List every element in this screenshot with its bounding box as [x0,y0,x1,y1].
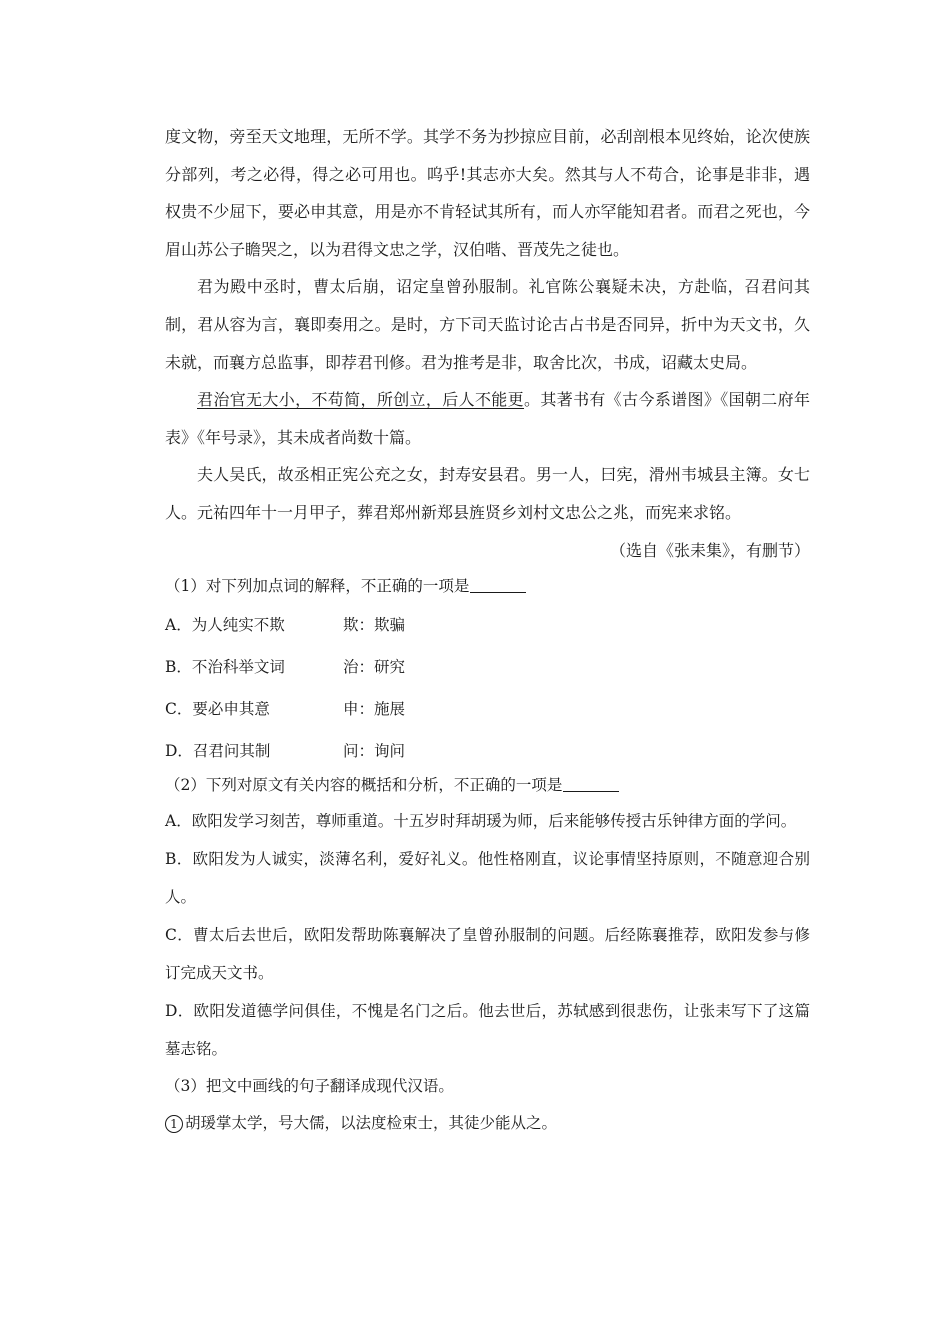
source-note: （选自《张耒集》，有删节） [609,540,810,560]
document-page [165,118,810,1133]
option-gloss: 治：研究 [343,658,406,677]
passage-paragraph-3 [165,381,810,456]
option-label: D．召君问其制 [165,742,271,761]
passage-paragraph-4: 夫人吴氏，故丞相正宪公充之女，封寿安县君。男一人，曰宪，滑州韦城县主簿。女七人。元祐四年十一月甲子，葬君郑州新郑县旌贤乡刘村文忠公之兆，而宪来求铭。 [165,465,810,522]
option-label: C．要必申其意 [165,700,270,719]
question-1-option-d [165,741,810,761]
option-label: B．不治科举文词 [165,658,285,677]
option-gloss: 申：施展 [343,700,406,719]
answer-blank [470,576,526,593]
question-2-option-a: A．欧阳发学习刻苦，尊师重道。十五岁时拜胡瑗为师，后来能够传授古乐钟律方面的学问。 [165,812,797,831]
question-1-option-c [165,699,810,719]
question-1-stem [165,576,810,596]
question-1-option-b [165,657,810,677]
option-label: A．为人纯实不欺 [165,616,285,635]
passage-paragraph-1: 度文物，旁至天文地理，无所不学。其学不务为抄掠应目前，必刮剖根本见终始，论次使族分部列，考之必得，得之必可用也。呜乎!其志亦大矣。然其与人不苟合，论事是非非，遇权贵不少屈下，要必申其意，用是亦不肯轻试其所有，而人亦罕能知君者。而君之死也，今眉山苏公子瞻哭之，以为君得文忠之学，汉伯喈、晋茂先之徒也。 [165,127,810,259]
question-2-stem-text: （2）下列对原文有关内容的概括和分析，不正确的一项是 [165,776,563,795]
question-2-option-c: C．曹太后去世后，欧阳发帮助陈襄解决了皇曾孙服制的问题。后经陈襄推荐，欧阳发参与修订完成天文书。 [165,926,810,983]
question-2-option-b: B．欧阳发为人诚实，淡薄名利，爱好礼义。他性格刚直，议论事情坚持原则，不随意迎合别人。 [165,850,810,907]
passage-paragraph-2: 君为殿中丞时，曹太后崩，诏定皇曾孙服制。礼官陈公襄疑未决，方赴临，召君问其制，君从容为言，襄即奏用之。是时，方下司天监讨论古占书是否同异，折中为天文书，久未就，而襄方总监事，即荐君刊修。君为推考是非，取舍比次，书成，诏藏太史局。 [165,277,810,372]
question-1-stem-text: （1）对下列加点词的解释，不正确的一项是 [165,577,470,596]
underlined-sentence: 君治官无大小，不苟简，所创立，后人不能更 [197,390,525,410]
question-2-option-d: D．欧阳发道德学问俱佳，不愧是名门之后。他去世后，苏轼感到很悲伤，让张耒写下了这篇墓志铭。 [165,1002,810,1059]
question-2-stem [165,775,810,795]
circled-number: 1 [165,1115,183,1133]
answer-blank [563,775,619,792]
question-3-item-1 [165,1113,810,1133]
option-gloss: 问：询问 [343,742,406,761]
question-3-item-1-text: 胡瑗掌太学，号大儒，以法度检束士，其徒少能从之。 [185,1114,558,1133]
option-gloss: 欺：欺骗 [343,616,406,635]
question-3-stem: （3）把文中画线的句子翻译成现代汉语。 [165,1077,454,1096]
question-1-option-a [165,615,810,635]
passage-paragraph-3-rest: 。其著书有《古今系谱图》《国朝二府年表》《年号录》，其未成者尚数十篇。 [165,390,810,447]
